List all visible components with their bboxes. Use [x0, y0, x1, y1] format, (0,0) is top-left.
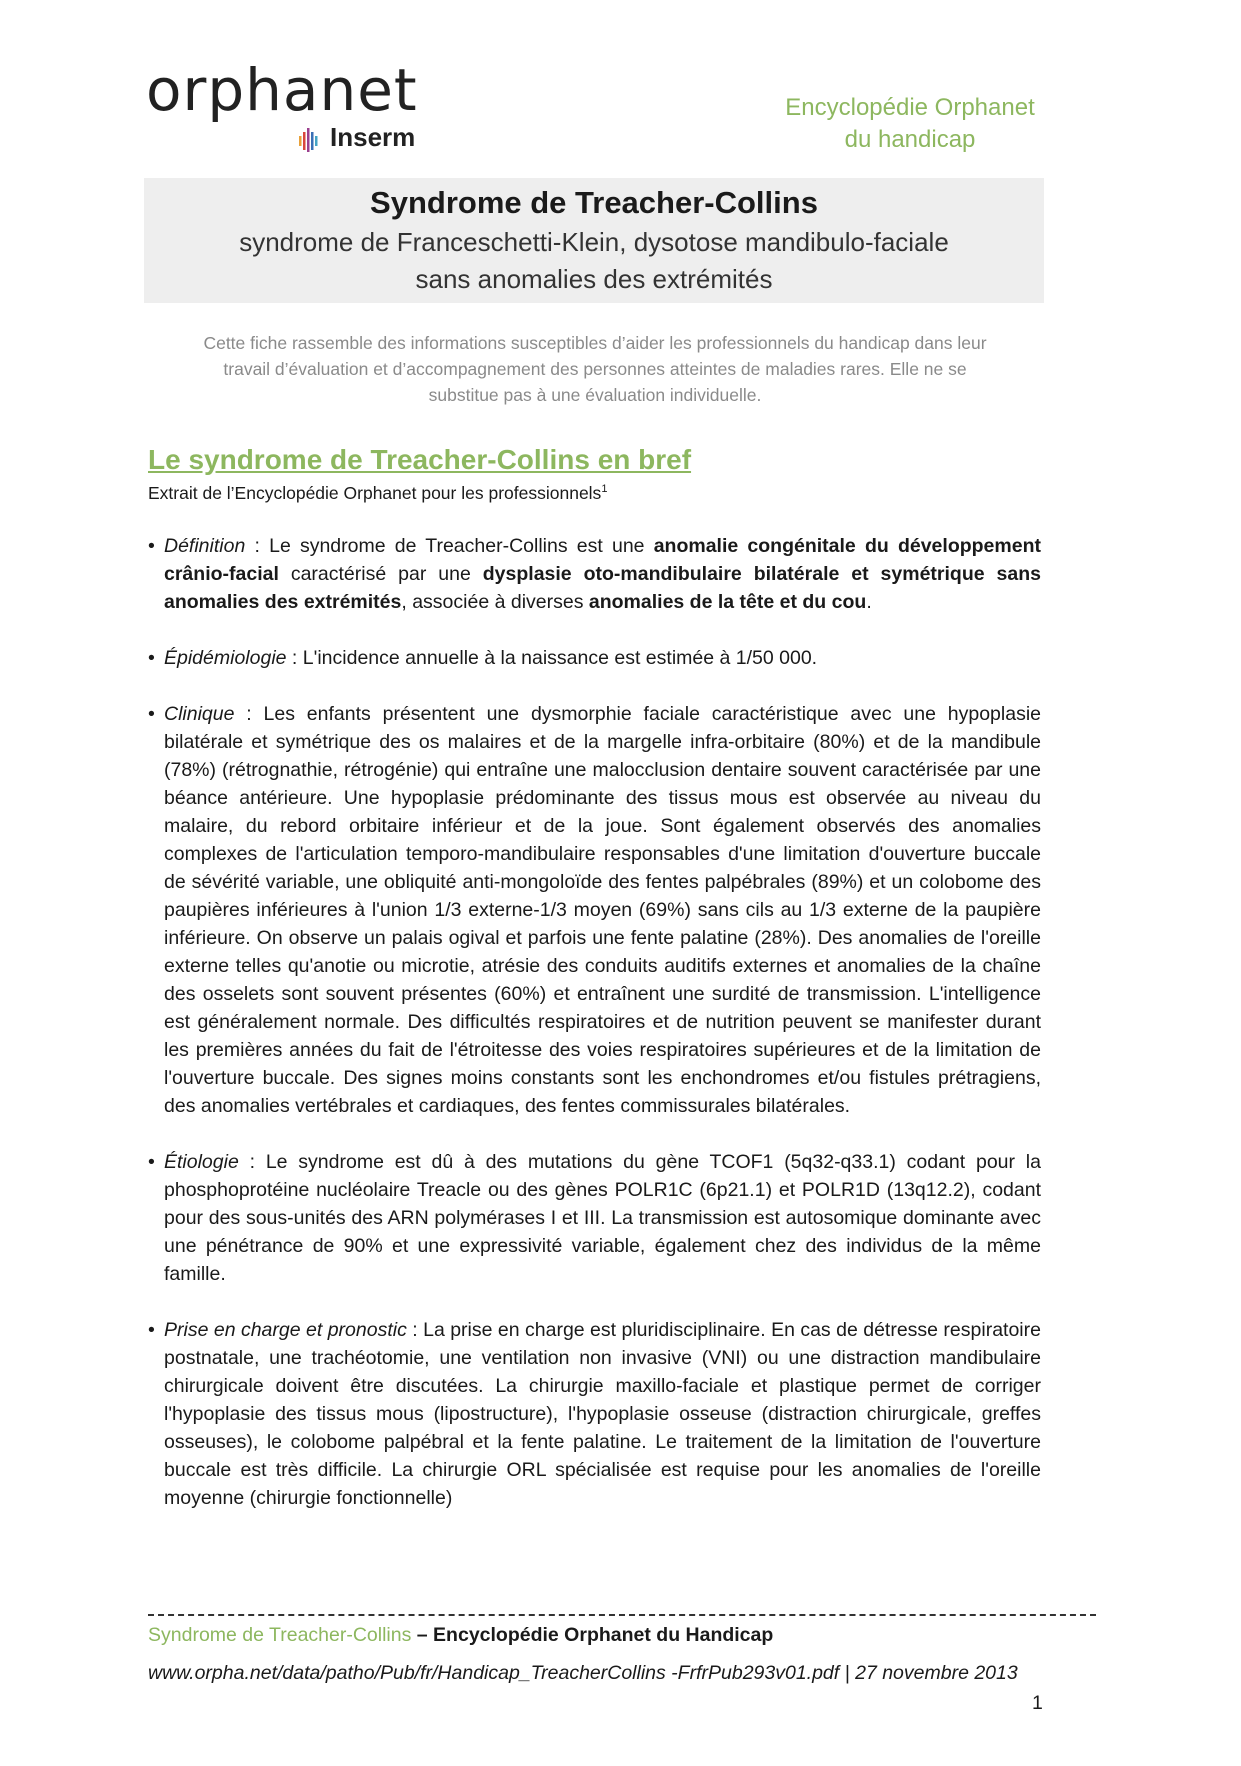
intro-paragraph [150, 330, 1040, 408]
logo-inserm: Inserm [330, 122, 416, 152]
header-encyclopedia [740, 92, 1080, 156]
bullet: • [148, 1151, 155, 1173]
footer-divider [148, 1614, 1096, 1616]
item-label: Étiologie [164, 1151, 239, 1173]
bullet: • [148, 1319, 155, 1341]
item-text: La prise en charge est pluridisciplinaire. En cas de détresse respiratoire postnatale, une trachéotomie, une ventilation non invasive (VNI) ou une distraction mandibulaire chirurgicale doivent être discutées. La chirurgie maxillo-faciale et plastique permet de corriger l'hypoplasie des tissus mous (lipostructure), l'hypoplasie osseuse (distraction chirurgicale, greffes osseuses), le colobome palpébral et la fente palatine. Le traitement de la limitation de l'ouverture buccale est très difficile. La chirurgie ORL spécialisée est requise pour les anomalies de l'oreille moyenne (chirurgie fonctionnelle) [164, 1319, 1041, 1509]
list-item-definition: • Définition : Le syndrome de Treacher-Collins est une anomalie congénitale du développement crânio-facial caractérisé par une dysplasie oto-mandibulaire bilatérale et symétrique sans anomalies des extrémités, associée à diverses anomalies de la tête et du cou. [148, 532, 1041, 616]
item-text: Les enfants présentent une dysmorphie faciale caractéristique avec une hypoplasie bilatérale et symétrique des os malaires et de la margelle infra-orbitaire (80%) et de la mandibule (78%) (rétrognathie, rétrogénie) qui entraîne une malocclusion dentaire souvent caractérisée par une béance antérieure. Une hypoplasie prédominante des tissus mous est observée au niveau du malaire, du rebord orbitaire inférieur et de la joue. Sont également observés des anomalies complexes de l'articulation temporo-mandibulaire responsables d'une limitation d'ouverture buccale de sévérité variable, une obliquité anti-mongoloïde des fentes palpébrales (89%) et un colobome des paupières inférieures à l'union 1/3 externe-1/3 moyen (69%) sans cils au 1/3 externe de la paupière inférieure. On observe un palais ogival et parfois une fente palatine (28%). Des anomalies de l'oreille externe telles qu'anotie ou microtie, atrésie des conduits auditifs externes et anomalies de la chaîne des osselets sont souvent présentes (60%) et entraînent une surdité de transmission. L'intelligence est généralement normale. Des difficultés respiratoires et de nutrition peuvent se manifester durant les premières années du fait de l'étroitesse des voies respiratoires supérieures et de la limitation de l'ouverture buccale. Des signes moins constants sont les enchondromes et/ou fistules prétragiens, des anomalies vertébrales et cardiaques, des fentes commissurales bilatérales. [164, 703, 1041, 1117]
bullet: • [148, 647, 155, 669]
inserm-bars-icon [299, 128, 325, 152]
bullet: • [148, 703, 155, 725]
list-item-clinique: • Clinique : Les enfants présentent une dysmorphie faciale caractéristique avec une hypoplasie bilatérale et symétrique des os malaires et de la margelle infra-orbitaire (80%) et de la mandibule (78%) (rétrognathie, rétrogénie) qui entraîne une malocclusion dentaire souvent caractérisée par une béance antérieure. Une hypoplasie prédominante des tissus mous est observée au niveau du malaire, du rebord orbitaire inférieur et de la joue. Sont également observés des anomalies complexes de l'articulation temporo-mandibulaire responsables d'une limitation d'ouverture buccale de sévérité variable, une obliquité anti-mongoloïde des fentes palpébrales (89%) et un colobome des paupières inférieures à l'union 1/3 externe-1/3 moyen (69%) sans cils au 1/3 externe de la paupière inférieure. On observe un palais ogival et parfois une fente palatine (28%). Des anomalies de l'oreille externe telles qu'anotie ou microtie, atrésie des conduits auditifs externes et anomalies de la chaîne des osselets sont souvent présentes (60%) et entraînent une surdité de transmission. L'intelligence est généralement normale. Des difficultés respiratoires et de nutrition peuvent se manifester durant les premières années du fait de l'étroitesse des voies respiratoires supérieures et de la limitation de l'ouverture buccale. Des signes moins constants sont les enchondromes et/ou fistules prétragiens, des anomalies vertébrales et cardiaques, des fentes commissurales bilatérales. [148, 700, 1041, 1120]
list-item-etiologie: • Étiologie : Le syndrome est dû à des mutations du gène TCOF1 (5q32-q33.1) codant pour la phosphoprotéine nucléolaire Treacle ou des gènes POLR1C (6p21.1) et POLR1D (13q12.2), codant pour des sous-unités des ARN polymérases I et III. La transmission est autosomique dominante avec une pénétrance de 90% et une expressivité variable, également chez des individus de la même famille. [148, 1148, 1041, 1288]
title-box [144, 178, 1044, 303]
page-title: Syndrome de Treacher-Collins [370, 185, 818, 220]
item-label: Définition [164, 535, 246, 557]
section-heading: Le syndrome de Treacher-Collins en bref [148, 444, 692, 475]
header-line2: du handicap [844, 126, 976, 153]
title-synonyms-2: sans anomalies des extrémités [415, 264, 773, 294]
intro-line: travail d’évaluation et d’accompagnement des personnes atteintes de maladies rares. Elle ne se [223, 359, 967, 379]
title-synonyms-1: syndrome de Franceschetti-Klein, dysotose mandibulo-faciale [239, 227, 949, 257]
section-subheading [148, 483, 607, 504]
intro-line: substitue pas à une évaluation individuelle. [428, 385, 762, 405]
footer-url: www.orpha.net/data/patho/Pub/fr/Handicap_TreacherCollins -FrfrPub293v01.pdf | 27 novembre 2013 [148, 1662, 1018, 1684]
section-subheading-text: Extrait de l’Encyclopédie Orphanet pour les professionnels [148, 483, 602, 503]
item-label: Clinique [164, 703, 235, 725]
orphanet-logo [146, 58, 446, 158]
bullet: • [148, 535, 155, 557]
list-item-prise-en-charge: • Prise en charge et pronostic : La prise en charge est pluridisciplinaire. En cas de détresse respiratoire postnatale, une trachéotomie, une ventilation non invasive (VNI) ou une distraction mandibulaire chirurgicale doivent être discutées. La chirurgie maxillo-faciale et plastique permet de corriger l'hypoplasie des tissus mous (lipostructure), l'hypoplasie osseuse (distraction chirurgicale, greffes osseuses), le colobome palpébral et la fente palatine. Le traitement de la limitation de l'ouverture buccale est très difficile. La chirurgie ORL spécialisée est requise pour les anomalies de l'oreille moyenne (chirurgie fonctionnelle) [148, 1316, 1041, 1512]
logo-wordmark: orphanet [146, 56, 418, 124]
header-line1: Encyclopédie Orphanet [785, 94, 1035, 121]
intro-line: Cette fiche rassemble des informations susceptibles d’aider les professionnels du handicap dans leur [203, 333, 987, 353]
footer-title: Syndrome de Treacher-Collins – Encyclopédie Orphanet du Handicap [148, 1624, 774, 1646]
item-label: Épidémiologie [164, 647, 287, 669]
item-text: Le syndrome est dû à des mutations du gène TCOF1 (5q32-q33.1) codant pour la phosphoprotéine nucléolaire Treacle ou des gènes POLR1C (6p21.1) et POLR1D (13q12.2), codant pour des sous-unités des ARN polymérases I et III. La transmission est autosomique dominante avec une pénétrance de 90% et une expressivité variable, également chez des individus de la même famille. [164, 1151, 1041, 1285]
footnote-mark: 1 [601, 483, 608, 496]
content-list [148, 532, 1041, 1540]
page-number: 1 [1032, 1692, 1043, 1714]
list-item-epidemiologie: • Épidémiologie : L'incidence annuelle à la naissance est estimée à 1/50 000. [148, 644, 1041, 672]
item-text: L'incidence annuelle à la naissance est estimée à 1/50 000. [302, 647, 818, 669]
item-label: Prise en charge et pronostic [164, 1319, 407, 1341]
